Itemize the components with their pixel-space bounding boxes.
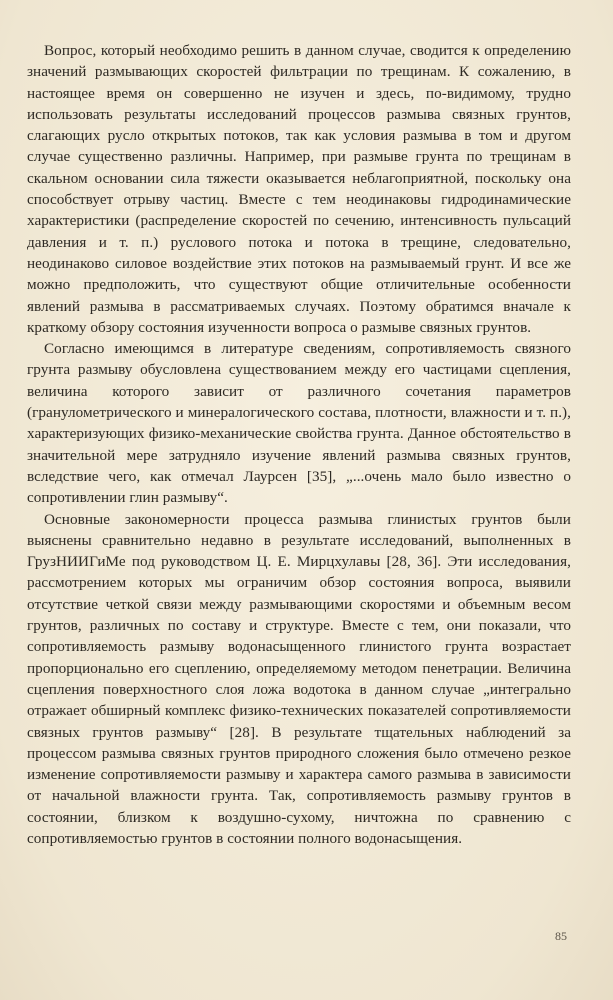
paragraph-3: Основные закономерности процесса размыва глинистых грунтов были выяснены сравнительно недавно в результате исследований, выполненных в ГрузНИИГиМе под руководством Ц. Е. Мирцхулавы [28, 36]. Эти исследования, рассмотрением которых мы ограничим обзор состояния вопроса, выявили отсутствие четкой связи между размывающими скоростями и объемным весом грунтов, различных по составу и структуре. Вместе с тем, они показали, что сопротивляемость размыву водонасыщенного глинистого грунта возрастает пропорционально его сцеплению, определяемому методом пенетрации. Величина сцепления поверхностного слоя ложа водотока в данном случае „интегрально отражает обширный комплекс физико-технических показателей сопротивляемости связных грунтов размыву“ [28]. В результате тщательных наблюдений за процессом размыва связных грунтов природного сложения было отмечено резкое изменение сопротивляемости размыву и характера самого размыва в зависимости от начальной влажности грунта. Так, сопротивляемость размыву грунтов в состоянии, близком к воздушно-сухому, ничтожна по сравнению с сопротивляемостью грунтов в состоянии полного водонасыщения. (27, 510, 571, 847)
paragraph-2: Согласно имеющимся в литературе сведениям, сопротивляемость связного грунта размыву обусловлена существованием между его частицами сцепления, величина которого зависит от различного сочетания параметров (гранулометрического и минералогического состава, плотности, влажности и т. п.), характеризующих физико-механические свойства грунта. Данное обстоятельство в значительной мере затрудняло изучение явлений размыва связных грунтов, вследствие чего, как отмечал Лаурсен [35], „...очень мало было известно о сопротивлении глин размыву“. (27, 340, 571, 507)
body-text (27, 40, 571, 849)
page-number: 85 (555, 929, 567, 943)
paragraph-1: Вопрос, который необходимо решить в данном случае, сводится к определению значений размывающих скоростей фильтрации по трещинам. К сожалению, в настоящее время он совершенно не изучен и здесь, по-видимому, трудно использовать результаты исследований процессов размыва связных грунтов, слагающих русло открытых потоков, так как условия размыва в том и другом случае существенно различны. Например, при размыве грунта по трещинам в скальном основании сила тяжести оказывается неблагоприятной, поскольку она способствует отрыву частиц. Вместе с тем неодинаковы гидродинамические характеристики (распределение скоростей по сечению, интенсивность пульсаций давления и т. п.) руслового потока и потока в трещине, следовательно, неодинаково силовое воздействие этих потоков на размываемый грунт. И все же можно предположить, что существуют общие отличительные особенности явлений размыва в рассматриваемых случаях. Поэтому обратимся вначале к краткому обзору состояния изученности вопроса о размыве связных грунтов. (27, 42, 571, 336)
